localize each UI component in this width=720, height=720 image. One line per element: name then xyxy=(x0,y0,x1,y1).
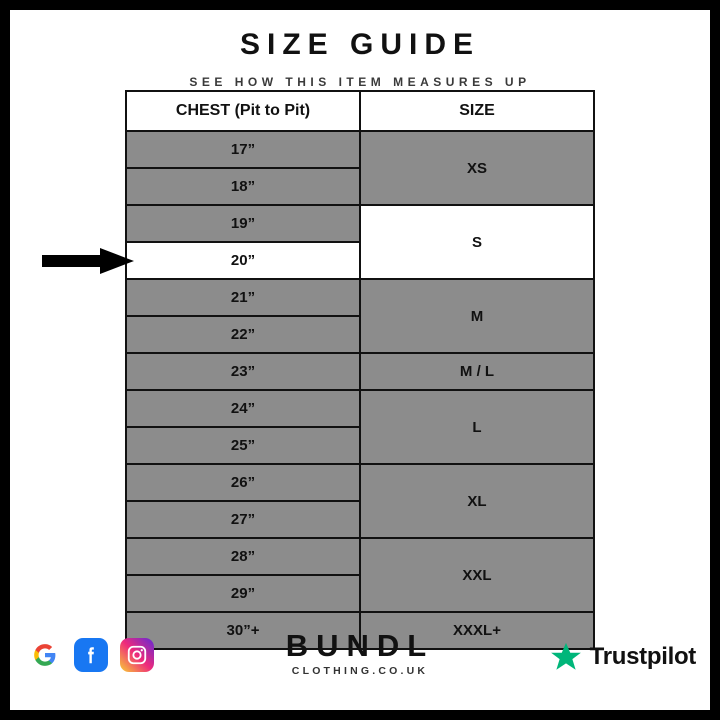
cell-chest-selected: 20” xyxy=(126,242,360,279)
trustpilot-star-icon xyxy=(549,640,583,674)
cell-chest: 18” xyxy=(126,168,360,205)
brand-name: BUNDL xyxy=(285,628,435,663)
cell-size: L xyxy=(360,390,594,464)
cell-size: XL xyxy=(360,464,594,538)
size-table xyxy=(125,90,595,650)
cell-size: XXXL+ xyxy=(360,612,594,649)
cell-chest: 25” xyxy=(126,427,360,464)
cell-chest: 24” xyxy=(126,390,360,427)
cell-chest: 26” xyxy=(126,464,360,501)
cell-size: M / L xyxy=(360,353,594,390)
trustpilot-badge[interactable] xyxy=(549,640,696,674)
cell-chest: 19” xyxy=(126,205,360,242)
selected-size-arrow-icon xyxy=(42,248,134,274)
cell-size-selected: S xyxy=(360,205,594,279)
footer xyxy=(10,630,710,692)
table-row xyxy=(126,538,594,575)
brand-website: CLOTHING.CO.UK xyxy=(291,665,429,677)
cell-chest: 29” xyxy=(126,575,360,612)
cell-size: M xyxy=(360,279,594,353)
size-table-head xyxy=(126,91,594,131)
trustpilot-label: Trustpilot xyxy=(589,643,696,670)
table-row xyxy=(126,205,594,242)
cell-chest: 27” xyxy=(126,501,360,538)
column-header-size: SIZE xyxy=(360,91,594,131)
cell-chest: 30”+ xyxy=(126,612,360,649)
table-row xyxy=(126,353,594,390)
cell-size: XS xyxy=(360,131,594,205)
table-header-row xyxy=(126,91,594,131)
table-row xyxy=(126,464,594,501)
cell-chest: 21” xyxy=(126,279,360,316)
cell-size: XXL xyxy=(360,538,594,612)
page-subtitle: SEE HOW THIS ITEM MEASURES UP xyxy=(189,75,531,89)
size-table-body xyxy=(126,131,594,649)
cell-chest: 23” xyxy=(126,353,360,390)
table-row xyxy=(126,279,594,316)
column-header-chest: CHEST (Pit to Pit) xyxy=(126,91,360,131)
cell-chest: 17” xyxy=(126,131,360,168)
page-title: SIZE GUIDE xyxy=(239,28,481,61)
table-row xyxy=(126,390,594,427)
size-table-wrap xyxy=(125,90,595,650)
cell-chest: 28” xyxy=(126,538,360,575)
cell-chest: 22” xyxy=(126,316,360,353)
table-row xyxy=(126,131,594,168)
size-guide-card xyxy=(10,10,710,710)
